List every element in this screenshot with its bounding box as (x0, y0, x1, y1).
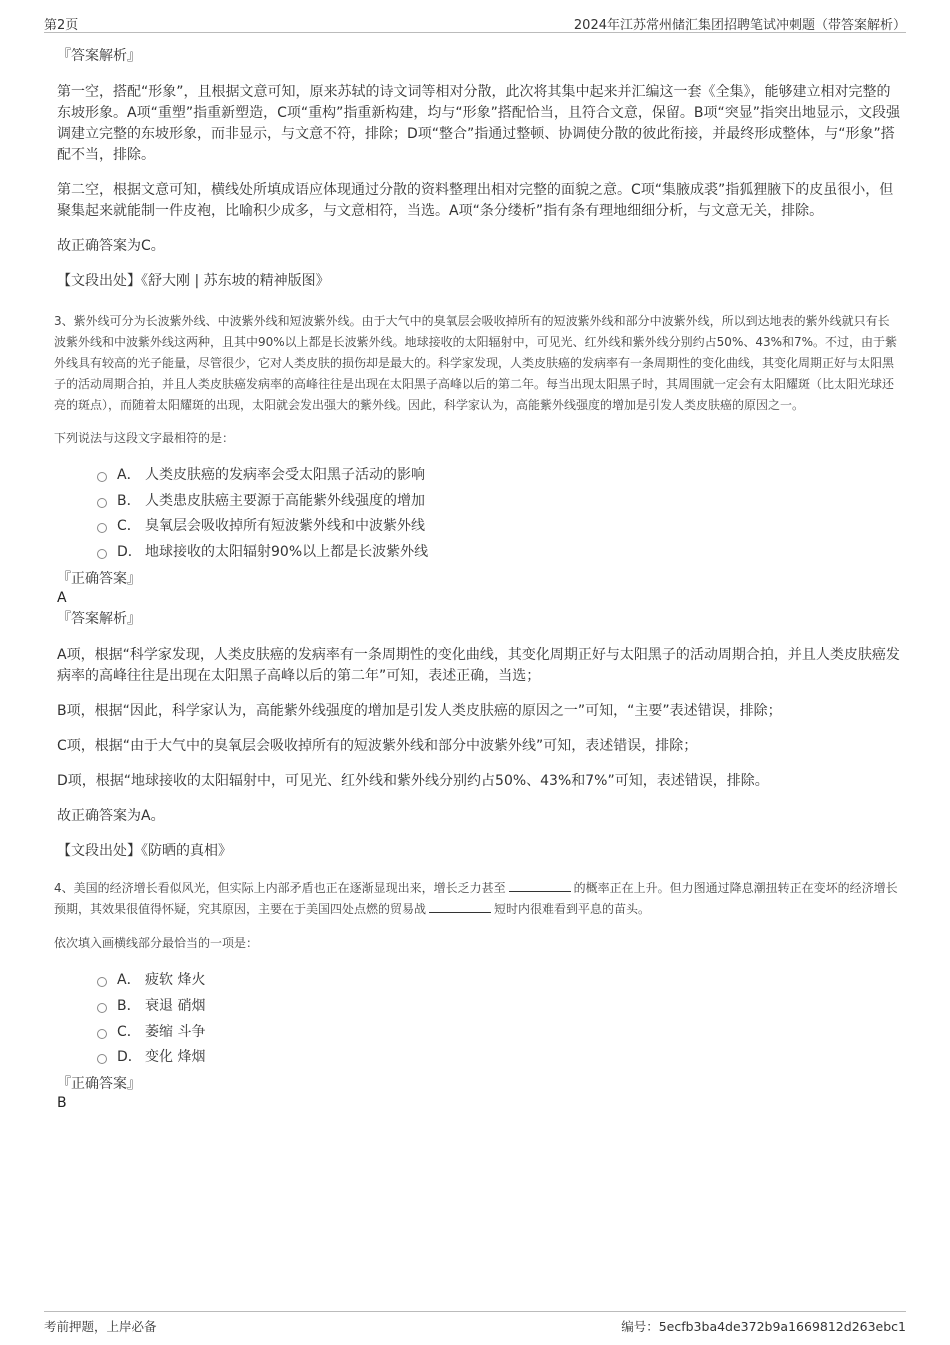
option-letter: D． (117, 544, 142, 561)
q2-analysis-para-1: 第一空，搭配“形象”，且根据文意可知，原来苏轼的诗文词等相对分散，此次将其集中起来并汇编这一套《全集》，能够建立相对完整的东坡形象。A项“重塑”指重新塑造，C项“重构”指重新构建，均与“形象”搭配恰当，且符合文意，保留。B项“突显”指突出地显示，文段强调建立完整的东坡形象，而非显示，与文意不符，排除；D项“整合”指通过整顿、协调使分散的彼此衔接，并最终形成整体，与“形象”搭配不当，排除。 (57, 84, 900, 163)
q3-option-b[interactable] (97, 487, 903, 513)
option-text: 疲软 烽火 (145, 972, 206, 989)
radio-icon[interactable] (97, 1054, 107, 1064)
q4-option-b[interactable] (97, 992, 903, 1018)
document-title: 2024年江苏常州储汇集团招聘笔试冲刺题（带答案解析） (573, 18, 906, 33)
q4-option-a[interactable] (97, 966, 903, 992)
page-number: 第2页 (44, 18, 79, 33)
blank-line (429, 911, 491, 913)
q2-analysis-para-2: 第二空，根据文意可知，横线处所填成语应体现通过分散的资料整理出相对完整的面貌之意。C项“集腋成裘”指狐狸腋下的皮虽很小，但聚集起来就能制一件皮袍，比喻积少成多，与文意相符，当选。A项“条分缕析”指有条有理地细细分析，与文意无关，排除。 (57, 182, 894, 219)
radio-icon[interactable] (97, 472, 107, 482)
q4-text-part-3: 短时内很难看到平息的苗头。 (494, 902, 651, 917)
radio-icon[interactable] (97, 1003, 107, 1013)
blank-line (509, 890, 571, 892)
radio-icon[interactable] (97, 977, 107, 987)
q2-source: 【文段出处】《舒大刚 | 苏东坡的精神版图》 (57, 273, 330, 289)
q4-option-c[interactable] (97, 1018, 903, 1044)
q3-option-c[interactable] (97, 513, 903, 539)
page-content (54, 46, 903, 1112)
option-text: 萎缩 斗争 (145, 1023, 206, 1040)
q4-options (97, 966, 903, 1069)
q3-analysis-c: C项，根据“由于大气中的臭氧层会吸收掉所有的短波紫外线和部分中波紫外线”可知，表述错误，排除； (57, 738, 698, 755)
q4-correct-answer: B (57, 1095, 67, 1112)
q3-source: 【文段出处】《防晒的真相》 (57, 843, 232, 860)
q2-analysis-label: 『答案解析』 (57, 48, 141, 64)
q3-analysis-a: A项，根据“科学家发现，人类皮肤癌的发病率有一条周期性的变化曲线，其变化周期正好与太阳黑子的活动周期合拍，并且人类皮肤癌发病率的高峰往往是出现在太阳黑子高峰以后的第二年”可知，表述正确，当选； (57, 647, 900, 685)
radio-icon[interactable] (97, 498, 107, 508)
footer-slogan: 考前押题，上岸必备 (44, 1319, 157, 1334)
option-letter: B． (117, 492, 141, 509)
document-code (621, 1317, 906, 1335)
option-text: 人类皮肤癌的发病率会受太阳黑子活动的影响 (145, 466, 425, 483)
document-code-value: 5ecfb3ba4de372b9a1669812d263ebc1 (658, 1319, 906, 1334)
option-letter: D． (117, 1049, 142, 1066)
option-text: 人类患皮肤癌主要源于高能紫外线强度的增加 (145, 492, 425, 509)
q4-correct-label: 『正确答案』 (57, 1076, 141, 1093)
q2-conclusion: 故正确答案为C。 (57, 238, 165, 254)
page-footer (44, 1311, 906, 1340)
document-code-label: 编号： (621, 1319, 659, 1334)
q3-conclusion: 故正确答案为A。 (57, 808, 165, 825)
page-header (44, 10, 906, 33)
q4-text-part-2: 的概率正在上升。但力图通过降息潮扭转正在变坏的经济增长预期，其效果很值得怀疑，究其原因，主要在于美国四处点燃的贸易战 (54, 881, 898, 917)
option-letter: B． (117, 997, 141, 1014)
q3-correct-answer: A (57, 590, 67, 607)
option-letter: C． (117, 518, 141, 535)
radio-icon[interactable] (97, 549, 107, 559)
q3-analysis-label: 『答案解析』 (57, 611, 141, 628)
q3-option-d[interactable] (97, 538, 903, 564)
q4-text-part-1: 4、美国的经济增长看似风光，但实际上内部矛盾也正在逐渐显现出来，增长乏力甚至 (54, 881, 506, 896)
q4-prompt: 依次填入画横线部分最恰当的一项是： (54, 936, 259, 951)
q3-option-a[interactable] (97, 461, 903, 487)
q3-analysis-b: B项，根据“因此，科学家认为，高能紫外线强度的增加是引发人类皮肤癌的原因之一”可知，“主要”表述错误，排除； (57, 703, 782, 720)
option-text: 衰退 硝烟 (145, 997, 206, 1014)
option-text: 地球接收的太阳辐射90%以上都是长波紫外线 (145, 544, 429, 561)
radio-icon[interactable] (97, 1029, 107, 1039)
q3-question-text: 3、紫外线可分为长波紫外线、中波紫外线和短波紫外线。由于大气中的臭氧层会吸收掉所有的短波紫外线和部分中波紫外线，所以到达地表的紫外线就只有长波紫外线和中波紫外线这两种，且其中90%以上都是长波紫外线。地球接收的太阳辐射中，可见光、红外线和紫外线分别约占50%、43%和7%。不过，由于紫外线具有较高的光子能量，尽管很少，它对人类皮肤的损伤却是最大的。科学家发现，人类皮肤癌的发病率有一条周期性的变化曲线，其变化周期正好与太阳黑子的活动周期合拍，并且人类皮肤癌发病率的高峰往往是出现在太阳黑子高峰以后的第二年。每当出现太阳黑子时，其周围就一定会有太阳耀斑（比太阳光球还亮的斑点），而随着太阳耀斑的出现，太阳就会发出强大的紫外线。因此，科学家认为，高能紫外线强度的增加是引发人类皮肤癌的原因之一。 (54, 314, 898, 412)
option-letter: A． (117, 972, 141, 989)
option-letter: C． (117, 1023, 141, 1040)
q4-option-d[interactable] (97, 1044, 903, 1070)
option-text: 变化 烽烟 (145, 1049, 206, 1066)
q3-options (97, 461, 903, 564)
q4-question-text (54, 878, 900, 920)
q3-analysis-d: D项，根据“地球接收的太阳辐射中，可见光、红外线和紫外线分别约占50%、43%和7%”可知，表述错误，排除。 (57, 773, 769, 790)
option-letter: A． (117, 466, 141, 483)
q3-prompt: 下列说法与这段文字最相符的是： (54, 431, 235, 445)
option-text: 臭氧层会吸收掉所有短波紫外线和中波紫外线 (145, 518, 425, 535)
radio-icon[interactable] (97, 523, 107, 533)
q3-correct-label: 『正确答案』 (57, 571, 141, 588)
